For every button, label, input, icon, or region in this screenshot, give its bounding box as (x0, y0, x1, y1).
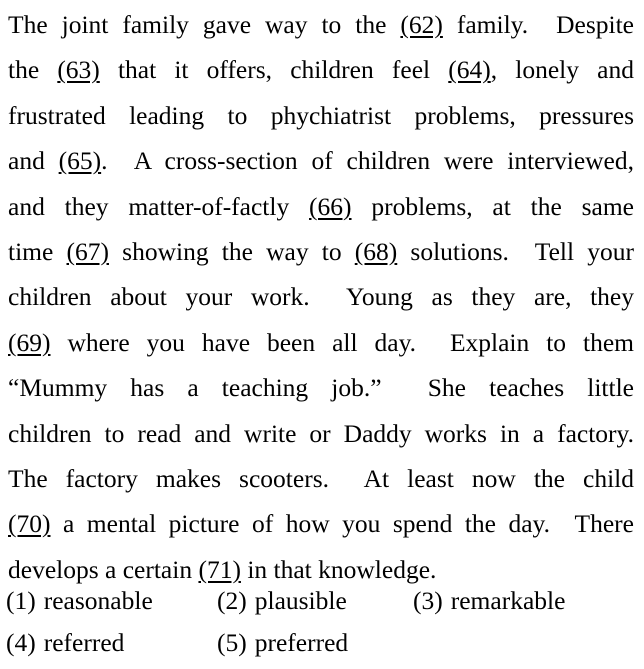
passage-line (8, 2, 634, 47)
option-number: (1) (6, 586, 36, 615)
blank-number: (67) (66, 236, 109, 266)
passage-text: . A cross-section of children were interviewed, (101, 146, 634, 176)
passage-line (8, 411, 634, 456)
passage-text: solutions. Tell your (397, 236, 634, 266)
passage-line (8, 320, 634, 365)
passage-text: that it offers, children feel (99, 55, 449, 85)
passage-line (8, 274, 634, 319)
option-number: (2) (217, 586, 247, 615)
blank-number: (63) (57, 55, 100, 85)
passage-text: problems, at the same (351, 191, 634, 221)
passage-line (8, 93, 634, 138)
answer-option (217, 580, 413, 622)
passage-text: The factory makes scooters. At least now the child (8, 463, 634, 493)
option-text: referred (43, 628, 125, 657)
blank-number: (62) (400, 10, 443, 39)
blank-number: (68) (354, 236, 398, 266)
passage-text: in that knowledge. (240, 554, 437, 584)
answer-option (217, 622, 413, 664)
passage-line (8, 229, 634, 274)
passage-text: and (8, 146, 59, 176)
option-number: (4) (6, 628, 36, 657)
passage-text: “Mummy has a teaching job.” She teaches little (8, 373, 634, 403)
passage-line (8, 47, 634, 92)
passage-text: frustrated leading to phychiatrist problems, pressures (8, 100, 634, 130)
passage-line (8, 456, 634, 501)
option-number: (3) (413, 586, 443, 615)
passage-line (8, 501, 634, 546)
option-text: preferred (254, 628, 349, 657)
passage-text: develops a certain (8, 554, 199, 584)
passage-text: and they matter-of-factly (8, 191, 310, 221)
passage-line (8, 365, 634, 410)
passage-text: , lonely and (490, 55, 634, 85)
option-number: (5) (217, 628, 247, 657)
blank-number: (69) (8, 327, 51, 357)
passage-text: showing the way to (108, 236, 355, 266)
passage-text: time (8, 236, 67, 266)
answer-option (6, 580, 217, 622)
passage-text: a mental picture of how you spend the day. There (50, 509, 634, 539)
passage (8, 2, 634, 592)
options-row (6, 580, 636, 622)
blank-number: (65) (58, 146, 102, 176)
option-text: reasonable (43, 586, 153, 615)
answer-option (6, 622, 217, 664)
blank-number: (70) (8, 509, 51, 539)
passage-line (8, 184, 634, 229)
blank-number: (71) (198, 554, 241, 584)
option-text: plausible (254, 586, 347, 615)
blank-number: (66) (309, 191, 352, 221)
options-row (6, 622, 636, 664)
answer-options (6, 580, 636, 664)
passage-text: where you have been all day. Explain to them (50, 327, 634, 357)
passage-line (8, 138, 634, 183)
passage-text: children about your work. Young as they are, they (8, 282, 634, 312)
blank-number: (64) (448, 55, 491, 85)
passage-text: the (8, 55, 58, 85)
answer-option (413, 580, 565, 622)
option-text: remarkable (450, 586, 566, 615)
passage-text: children to read and write or Daddy works in a factory. (8, 418, 634, 448)
passage-text: family. Despite (442, 10, 634, 39)
passage-text: The joint family gave way to the (8, 10, 401, 39)
